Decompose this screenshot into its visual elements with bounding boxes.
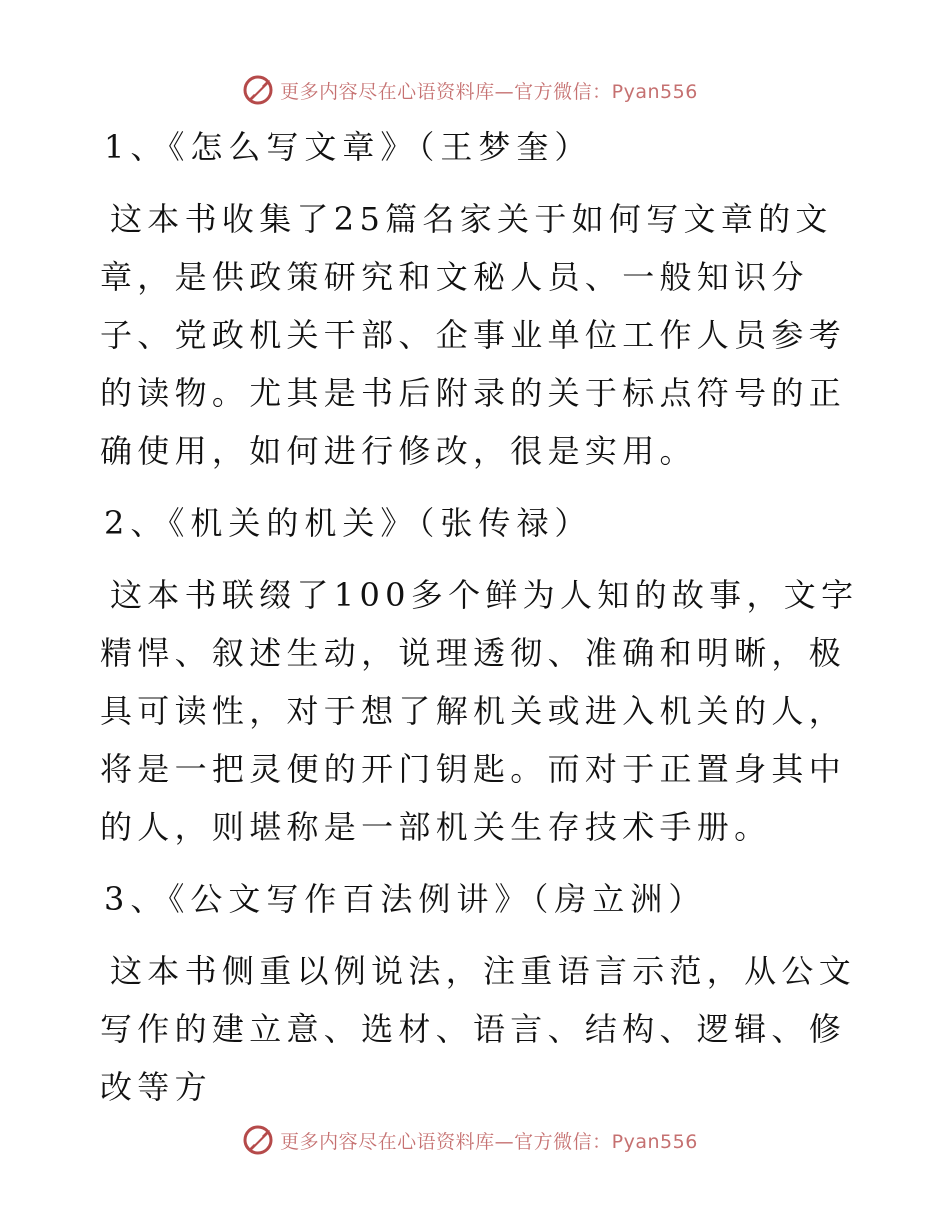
section-paragraph: 这本书收集了25篇名家关于如何写文章的文章，是供政策研究和文秘人员、一般知识分子、党政机关干部、企事业单位工作人员参考的读物。尤其是书后附录的关于标点符号的正确使用，如何进行修改，很是实用。 [100, 200, 847, 470]
document-body [100, 118, 860, 1130]
banner-text: 更多内容尽在心语资料库—官方微信：Pyan556 [280, 80, 698, 103]
section-1 [100, 118, 860, 480]
section-3 [100, 870, 860, 1116]
banner-text: 更多内容尽在心语资料库—官方微信：Pyan556 [280, 1130, 698, 1153]
section-paragraph: 这本书联缀了100多个鲜为人知的故事，文字精悍、叙述生动，说理透彻、准确和明晰，极具可读性，对于想了解机关或进入机关的人，将是一把灵便的开门钥匙。而对于正置身其中的人，则堪称是一部机关生存技术手册。 [100, 576, 859, 846]
section-2 [100, 494, 860, 856]
section-heading: 3、《公文写作百法例讲》（房立洲） [104, 880, 707, 918]
section-paragraph: 这本书侧重以例说法，注重语言示范，从公文写作的建立意、选材、语言、结构、逻辑、修改等方 [100, 952, 857, 1106]
section-heading: 2、《机关的机关》（张传禄） [104, 504, 593, 542]
feather-pen-logo-icon [242, 74, 274, 106]
header-banner [0, 70, 950, 110]
section-heading: 1、《怎么写文章》（王梦奎） [104, 128, 593, 166]
footer-banner [0, 1120, 950, 1160]
feather-pen-logo-icon [242, 1124, 274, 1156]
